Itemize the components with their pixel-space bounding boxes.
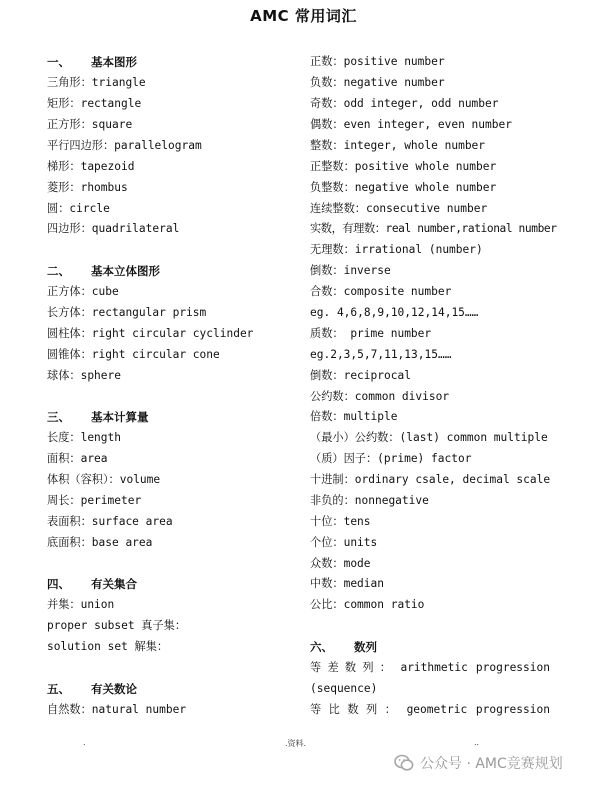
vocab-line: 长度：length	[47, 431, 121, 444]
vocab-line: 众数：mode	[310, 557, 371, 570]
section-title: 有关数论	[91, 682, 137, 696]
vocab-line: 个位：units	[310, 536, 378, 549]
vocab-line: 合数：composite number	[310, 285, 452, 298]
section-title: 数列	[354, 640, 377, 654]
vocab-line: 无理数：irrational (number)	[310, 243, 483, 256]
section-number: 二、	[47, 264, 70, 278]
section-number: 六、	[310, 640, 333, 654]
section-title: 基本计算量	[91, 410, 149, 424]
vocab-line: 圆柱体：right circular cyclinder	[47, 327, 254, 340]
vocab-line: 正方体：cube	[47, 285, 119, 298]
section-number: 五、	[47, 682, 70, 696]
vocab-line: 倒数：inverse	[310, 264, 391, 277]
vocab-line: eg. 4,6,8,9,10,12,14,15……	[310, 306, 479, 319]
vocab-line: 公比：common ratio	[310, 598, 425, 611]
vocab-line: 等 差 数 列 ： arithmetic progression	[310, 661, 550, 674]
vocab-line: 整数：integer, whole number	[310, 139, 486, 152]
vocab-line: 正数：positive number	[310, 55, 445, 68]
vocab-line: 菱形：rhombus	[47, 181, 128, 194]
vocab-line: 周长：perimeter	[47, 494, 142, 507]
vocab-line: 圆锥体：right circular cone	[47, 348, 220, 361]
vocab-line: 体积（容积）：volume	[47, 473, 161, 486]
vocab-line: 并集：union	[47, 598, 115, 611]
vocab-line: 等 比 数 列 ： geometric progression	[310, 703, 550, 716]
vocab-line: 中数：median	[310, 577, 384, 590]
vocab-line: 连续整数：consecutive number	[310, 202, 488, 215]
vocab-line: 底面积：base area	[47, 536, 153, 549]
vocab-line: 长方体：rectangular prism	[47, 306, 207, 319]
section-title: 基本图形	[91, 55, 137, 69]
vocab-line: 矩形：rectangle	[47, 97, 142, 110]
section-number: 四、	[47, 577, 70, 591]
section-title: 基本立体图形	[91, 264, 160, 278]
section-heading	[310, 640, 377, 654]
section-heading	[47, 410, 149, 424]
vocab-line: 平行四边形：parallelogram	[47, 139, 202, 152]
vocab-line: 倍数：multiple	[310, 410, 398, 423]
vocab-line: 实数，有理数：real number,rational number	[310, 222, 557, 235]
vocab-line: eg.2,3,5,7,11,13,15……	[310, 348, 452, 361]
section-heading	[47, 577, 137, 591]
vocab-line: 负整数：negative whole number	[310, 181, 497, 194]
vocab-line: 自然数：natural number	[47, 703, 187, 716]
vocab-line: 球体：sphere	[47, 369, 121, 382]
vocab-line: 梯形：tapezoid	[47, 160, 135, 173]
page-title: AMC 常用词汇	[250, 7, 357, 25]
footer-right-mark: ..	[474, 738, 480, 747]
vocab-line: 倒数：reciprocal	[310, 369, 411, 382]
vocab-line: solution set 解集：	[47, 640, 169, 653]
vocab-line: 非负的：nonnegative	[310, 494, 429, 507]
vocab-line: (sequence)	[310, 682, 378, 695]
footer-center-label: .资料.	[285, 739, 307, 748]
vocab-line: 公约数：common divisor	[310, 390, 450, 403]
section-number: 一、	[47, 55, 70, 69]
vocab-line: 十位：tens	[310, 515, 371, 528]
vocab-line: 四边形：quadrilateral	[47, 222, 180, 235]
vocab-line: （质）因子：(prime) factor	[310, 452, 472, 465]
vocab-line: proper subset 真子集：	[47, 619, 187, 632]
vocab-line: 十进制：ordinary csale, decimal scale	[310, 473, 551, 486]
vocab-line: 表面积：surface area	[47, 515, 173, 528]
section-number: 三、	[47, 410, 70, 424]
vocab-line: （最小）公约数：(last) common multiple	[310, 431, 548, 444]
watermark	[394, 752, 563, 774]
vocab-line: 正整数：positive whole number	[310, 160, 497, 173]
vocab-line: 奇数：odd integer, odd number	[310, 97, 499, 110]
vocab-line: 正方形：square	[47, 118, 133, 131]
vocab-line: 三角形：triangle	[47, 76, 146, 89]
section-heading	[47, 55, 137, 69]
wechat-icon	[394, 754, 414, 772]
vocab-line: 负数：negative number	[310, 76, 445, 89]
vocab-line: 质数： prime number	[310, 327, 432, 340]
section-title: 有关集合	[91, 577, 137, 591]
vocab-line: 圆：circle	[47, 202, 110, 215]
footer-left-mark: .	[83, 738, 86, 747]
vocab-line: 面积：area	[47, 452, 108, 465]
section-heading	[47, 264, 160, 278]
watermark-text: 公众号 · AMC竞赛规划	[420, 756, 563, 772]
section-heading	[47, 682, 137, 696]
vocab-line: 偶数：even integer, even number	[310, 118, 512, 131]
